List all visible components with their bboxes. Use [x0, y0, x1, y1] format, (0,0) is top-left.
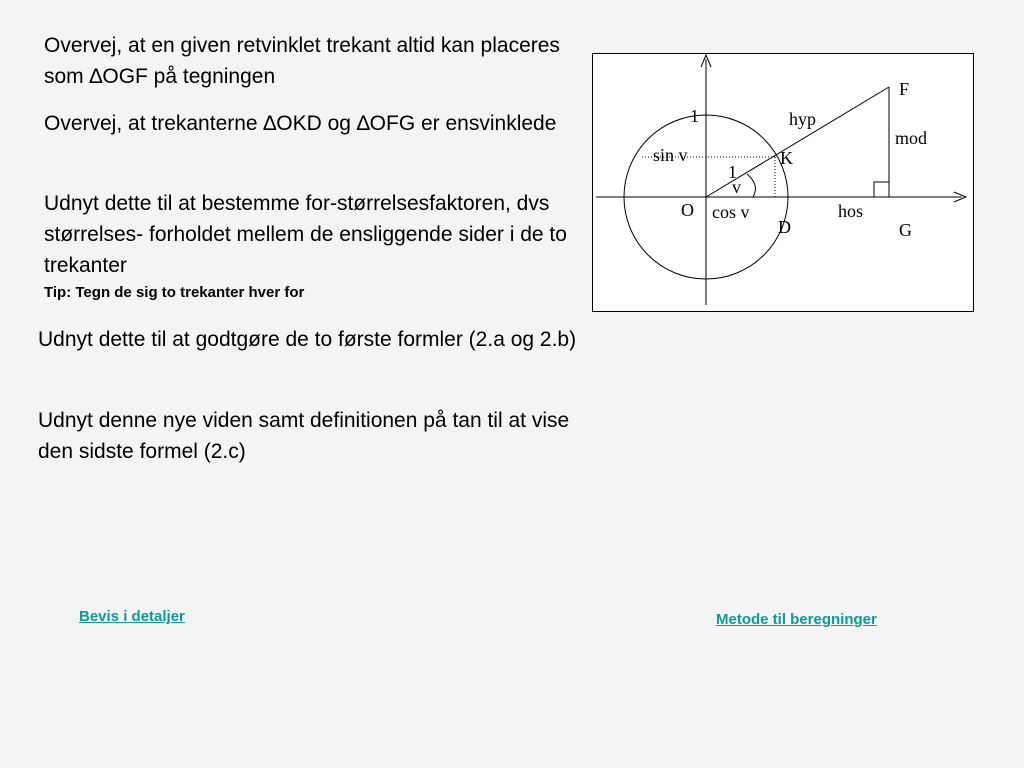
label-cos-v: cos v — [712, 202, 750, 222]
label-sin-v: sin v — [653, 145, 688, 165]
instruction-paragraph-5: Udnyt denne nye viden samt definitionen på tan til at vise den sidste formel (2.c) — [38, 409, 570, 463]
label-hyp: hyp — [789, 109, 816, 129]
label-point-g: G — [899, 220, 912, 240]
instruction-paragraph-1: Overvej, at en given retvinklet trekant altid kan placeres som ∆OGF på tegningen — [44, 34, 560, 88]
label-hos: hos — [838, 201, 864, 221]
instruction-paragraph-2: Overvej, at trekanterne ∆OKD og ∆OFG er ensvinklede — [44, 112, 557, 135]
label-mod: mod — [895, 128, 928, 148]
label-point-d: D — [778, 217, 791, 237]
label-one-radius: 1 — [728, 162, 737, 182]
calculation-method-link[interactable]: Metode til beregninger — [716, 611, 877, 628]
label-point-f: F — [899, 79, 910, 99]
unit-circle-figure — [592, 53, 974, 313]
label-one-axis: 1 — [690, 106, 699, 126]
label-point-k: K — [780, 148, 793, 168]
instruction-paragraph-4: Udnyt dette til at godtgøre de to første formler (2.a og 2.b) — [38, 328, 577, 351]
proof-details-link[interactable]: Bevis i detaljer — [79, 608, 185, 625]
instruction-paragraph-3: Udnyt dette til at bestemme for-størrelsesfaktoren, dvs størrelses- forholdet mellem de ensliggende sider i de to trekanter — [44, 192, 567, 277]
figure-frame — [593, 54, 974, 312]
tip-text: Tip: Tegn de sig to trekanter hver for — [44, 284, 305, 301]
label-angle-v: v — [732, 177, 741, 197]
label-origin-o: O — [681, 200, 694, 220]
